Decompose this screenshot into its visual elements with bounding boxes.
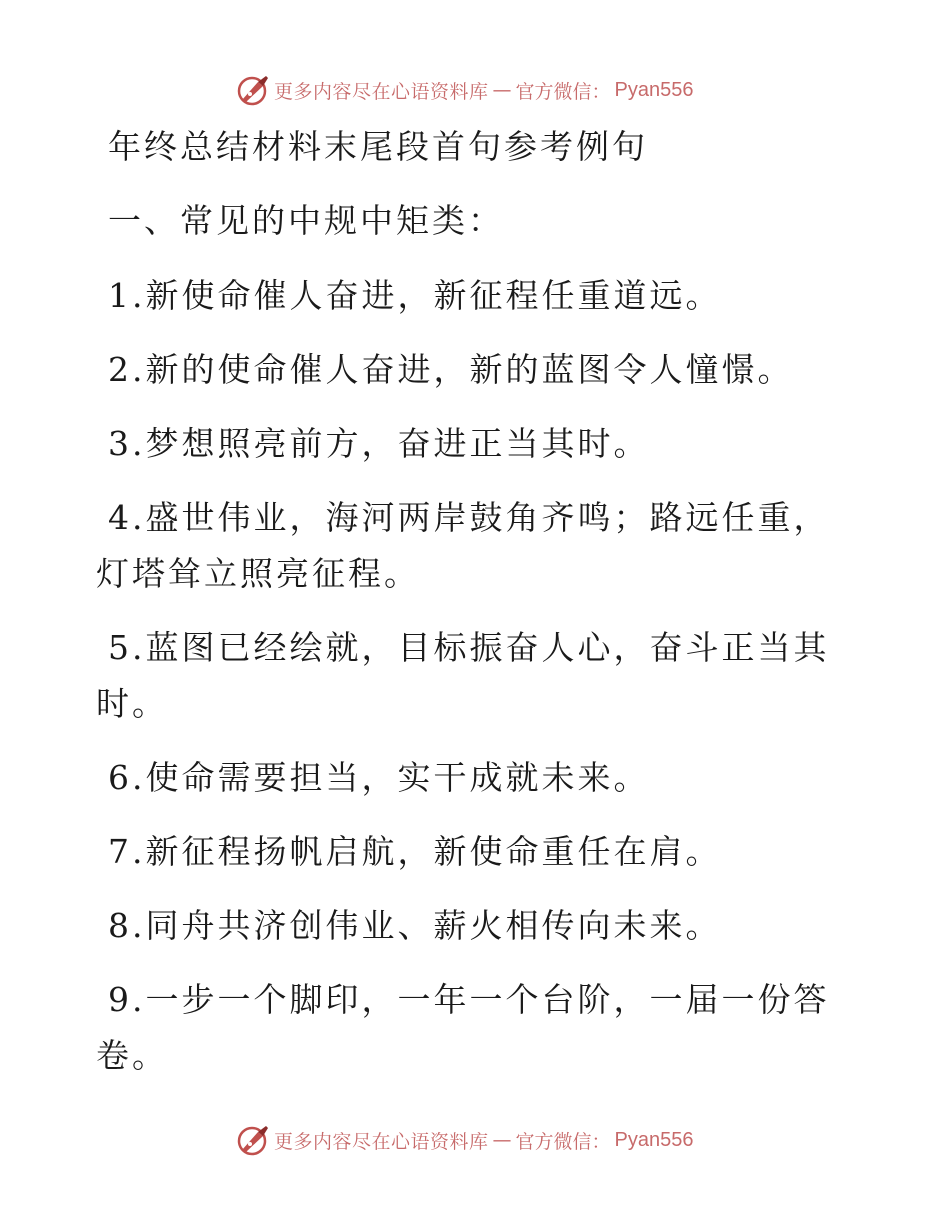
list-item: 3.梦想照亮前方，奋进正当其时。: [108, 424, 650, 463]
watermark-text: 更多内容尽在心语资料库: [274, 80, 489, 103]
list-item: 9.一步一个脚印，一年一个台阶，一届一份答卷。: [96, 980, 830, 1075]
pen-nib-logo-icon: [236, 73, 270, 107]
header-watermark: [236, 72, 694, 108]
watermark-label: 官方微信：: [515, 80, 611, 103]
list-item: 8.同舟共济创伟业、薪火相传向未来。: [108, 906, 722, 945]
watermark-text: 更多内容尽在心语资料库: [274, 1130, 489, 1153]
watermark-separator: —: [492, 79, 512, 101]
watermark-id: Pyan556: [614, 1128, 694, 1151]
watermark-id: Pyan556: [614, 78, 694, 101]
list-item: 2.新的使命催人奋进，新的蓝图令人憧憬。: [108, 350, 794, 389]
pen-nib-logo-icon: [236, 1123, 270, 1157]
list-item: 4.盛世伟业，海河两岸鼓角齐鸣；路远任重，灯塔耸立照亮征程。: [96, 498, 830, 593]
list-item: 6.使命需要担当，实干成就未来。: [108, 758, 650, 797]
list-item: 5.蓝图已经绘就，目标振奋人心，奋斗正当其时。: [96, 628, 830, 723]
example-list: [96, 268, 836, 1084]
list-item: 7.新征程扬帆启航，新使命重任在肩。: [108, 832, 722, 871]
watermark-label: 官方微信：: [515, 1130, 611, 1153]
list-item: 1.新使命催人奋进，新征程任重道远。: [108, 276, 722, 315]
section-heading: 一、常见的中规中矩类：: [108, 201, 504, 240]
watermark-separator: —: [492, 1129, 512, 1151]
footer-watermark: [236, 1122, 694, 1158]
document-title: 年终总结材料末尾段首句参考例句: [108, 127, 648, 166]
document-body: [96, 120, 836, 1102]
